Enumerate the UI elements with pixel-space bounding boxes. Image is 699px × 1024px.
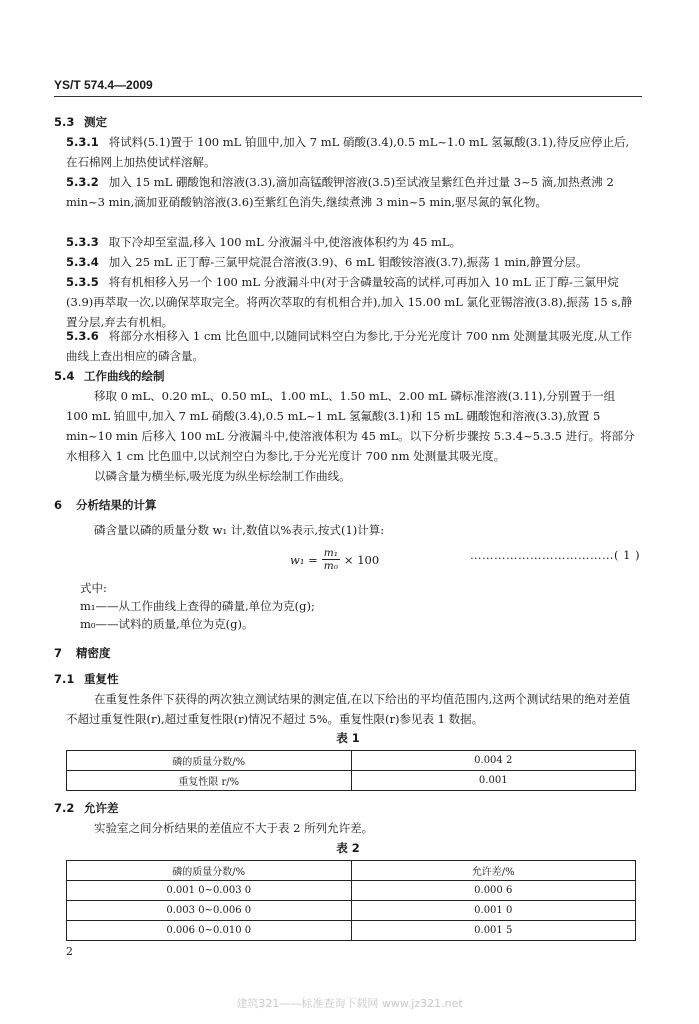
formula-fraction <box>322 547 340 572</box>
table-cell: 0.001 <box>351 771 636 791</box>
clause-text: 取下冷却至室温,移入 100 mL 分液漏斗中,使溶液体积约为 45 mL。 <box>108 235 462 249</box>
clause-number: 5.3.4 <box>66 255 99 269</box>
watermark: 建筑321——标准查询下载网 www.jz321.net <box>236 997 463 1010</box>
table-cell: 0.000 6 <box>351 881 636 901</box>
section-number: 5.3 <box>54 115 75 129</box>
section-6-heading <box>54 497 157 513</box>
section-number: 7 <box>54 646 63 660</box>
section-5-3-heading <box>54 114 107 130</box>
formula-denominator: m₀ <box>323 560 338 572</box>
table-row <box>67 771 636 791</box>
header-rule <box>54 96 642 97</box>
clause-text: 将试料(5.1)置于 100 mL 铂皿中,加入 7 mL 硝酸(3.4),0.5 mL~1.0 mL 氢氟酸(3.1),待反应停止后,在石棉网上加热使试样溶解。 <box>66 135 630 169</box>
para-5-4-axes: 以磷含量为横坐标,吸光度为纵坐标绘制工作曲线。 <box>94 469 351 483</box>
table-row <box>67 921 636 941</box>
section-title: 工作曲线的绘制 <box>84 369 165 383</box>
para-5-3-1 <box>66 132 636 172</box>
standard-number: YS/T 574.4—2009 <box>54 78 153 92</box>
clause-number: 5.3.1 <box>66 135 99 149</box>
section-5-4-heading <box>54 368 165 384</box>
para-5-3-2 <box>66 172 636 212</box>
section-number: 6 <box>54 498 63 512</box>
para-5-3-3 <box>66 232 636 252</box>
table-cell: 0.001 0~0.003 0 <box>67 881 352 901</box>
clause-text: 加入 25 mL 正丁醇-三氯甲烷混合溶液(3.9)、6 mL 钼酸铵溶液(3.7),振荡 1 min,静置分层。 <box>108 255 588 269</box>
table-cell: 0.004 2 <box>351 751 636 771</box>
section-number: 5.4 <box>54 369 75 383</box>
section-title: 精密度 <box>76 646 111 660</box>
table-cell: 重复性限 r/% <box>67 771 352 791</box>
section-number: 7.2 <box>54 801 75 815</box>
section-number: 7.1 <box>54 672 75 686</box>
table-2 <box>66 860 636 941</box>
formula-1 <box>290 547 379 572</box>
formula-tail: × 100 <box>343 552 380 567</box>
table-1 <box>66 750 636 791</box>
para-7-1: 在重复性条件下获得的两次独立测试结果的测定值,在以下给出的平均值范围内,这两个测试结果的绝对差值不超过重复性限(r),超过重复性限(r)情况不超过 5%。重复性限(r)参见表 1 数据。 <box>66 692 631 726</box>
para-5-3-5 <box>66 272 636 332</box>
where-label: 式中: <box>80 581 107 595</box>
table-row <box>67 881 636 901</box>
section-title: 分析结果的计算 <box>76 498 157 512</box>
section-title: 重复性 <box>84 672 119 686</box>
para-5-3-6 <box>66 326 636 366</box>
table-header-cell: 允许差/% <box>351 861 636 881</box>
clause-number: 5.3.3 <box>66 235 99 249</box>
section-7-1-heading <box>54 671 119 687</box>
section-7-heading <box>54 645 111 661</box>
clause-text: 加入 15 mL 硼酸饱和溶液(3.3),滴加高锰酸钾溶液(3.5)至试液呈紫红色并过量 3~5 滴,加热煮沸 2 min~3 min,滴加亚硝酸钠溶液(3.6)至紫红色消失,继续煮沸 3 min~5 min,驱尽氮的氧化物。 <box>66 175 614 209</box>
table-cell: 0.001 0 <box>351 901 636 921</box>
clause-text: 将部分水相移入 1 cm 比色皿中,以随同试料空白为参比,于分光光度计 700 nm 处测量其吸光度,从工作曲线上查出相应的磷含量。 <box>66 329 633 363</box>
section-title: 允许差 <box>84 801 119 815</box>
section-7-2-heading <box>54 800 119 816</box>
page-number: 2 <box>66 945 73 958</box>
clause-text: 将有机相移入另一个 100 mL 分液漏斗中(对于含磷量较高的试样,可再加入 10 mL 正丁醇-三氯甲烷(3.9)再萃取一次,以确保萃取完全。将两次萃取的有机相合并),加入 15.00 mL 氯化亚锡溶液(3.8),振荡 15 s,静置分层,弃去有机相。 <box>66 275 633 329</box>
para-7-2: 实验室之间分析结果的差值应不大于表 2 所列允许差。 <box>94 821 374 835</box>
table-cell: 0.003 0~0.006 0 <box>67 901 352 921</box>
table-row <box>67 751 636 771</box>
section-title: 测定 <box>84 115 107 129</box>
table-row <box>67 901 636 921</box>
table-header-row <box>67 861 636 881</box>
definition-m1: m₁——从工作曲线上查得的磷量,单位为克(g); <box>80 599 315 613</box>
definition-m0: m₀——试料的质量,单位为克(g)。 <box>80 617 254 631</box>
para-5-4-body: 移取 0 mL、0.20 mL、0.50 mL、1.00 mL、1.50 mL、2.00 mL 磷标准溶液(3.11),分别置于一组 100 mL 铂皿中,加入 7 mL 硝酸(3.4),0.5 mL~1 mL 氢氟酸(3.1)和 15 mL 硼酸饱和溶液(3.3),放置 5 min~10 min 后移入 100 mL 分液漏斗中,使溶液体积为 45 mL。以下分析步骤按 5.3.4~5.3.5 进行。将部分水相移入 1 cm 比色皿中,以试剂空白为参比,于分光光度计 700 nm 处测量其吸光度。 <box>66 389 635 463</box>
clause-number: 5.3.5 <box>66 275 99 289</box>
table-1-caption: 表 1 <box>336 731 360 745</box>
table-header-cell: 磷的质量分数/% <box>67 861 352 881</box>
calc-intro: 磷含量以磷的质量分数 w₁ 计,数值以%表示,按式(1)计算: <box>94 523 385 537</box>
formula-lhs: w₁ = <box>290 552 318 567</box>
equation-number: ………………………………( 1 ) <box>470 548 641 562</box>
formula-numerator: m₁ <box>323 547 338 559</box>
clause-number: 5.3.2 <box>66 175 99 189</box>
clause-number: 5.3.6 <box>66 329 99 343</box>
para-5-3-4 <box>66 252 636 272</box>
table-cell: 磷的质量分数/% <box>67 751 352 771</box>
table-cell: 0.001 5 <box>351 921 636 941</box>
table-2-caption: 表 2 <box>336 841 360 855</box>
table-cell: 0.006 0~0.010 0 <box>67 921 352 941</box>
